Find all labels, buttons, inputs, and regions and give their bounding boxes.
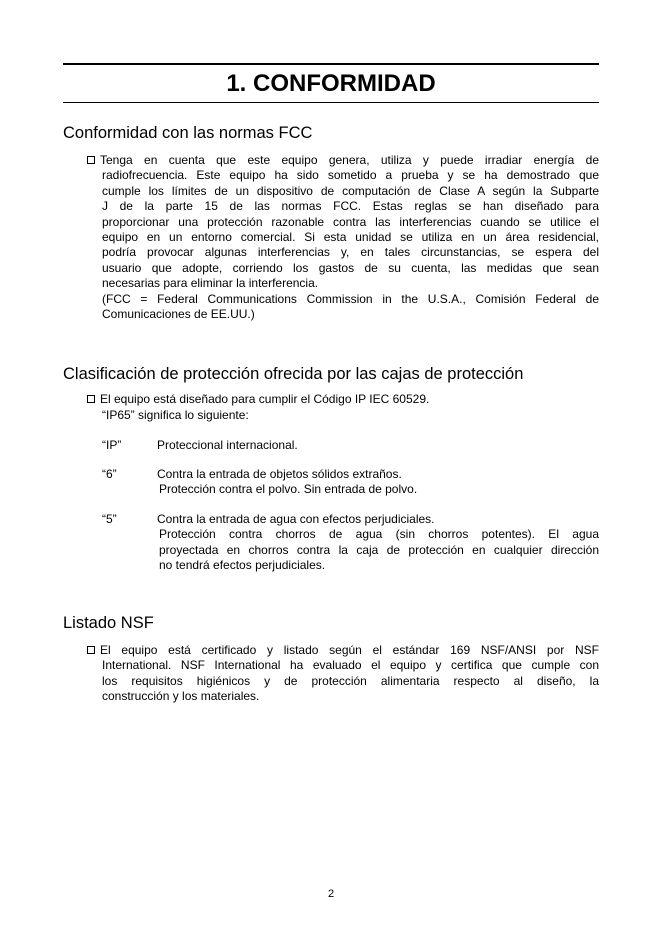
ip-heading: Clasificación de protección ofrecida por las cajas de protección (63, 365, 524, 383)
ip-code-description (157, 512, 599, 574)
nsf-heading: Listado NSF (63, 614, 154, 632)
ip-intro-text: El equipo está diseñado para cumplir el Código IP IEC 60529. (100, 392, 430, 406)
fcc-line: cumple los límites de un dispositivo de computación de Clase A según la Subparte (102, 183, 599, 198)
ip-code-description (157, 467, 599, 498)
document-page (63, 0, 599, 936)
fcc-line: podría provocar algunas interferencias y, en tales circunstancias, se espera del (102, 245, 599, 260)
fcc-paragraph (87, 153, 599, 322)
fcc-line (87, 153, 599, 168)
title-bottom-rule (63, 102, 599, 103)
ip-intro-line (87, 392, 599, 407)
fcc-line: equipo en un entorno comercial. Si esta unidad se utiliza en un área residencial, (102, 230, 599, 245)
ip-code-desc-line: Protección contra chorros de agua (sin chorros potentes). El agua (159, 527, 599, 542)
fcc-line: proporcionar una protección razonable contra las interferencias cuando se utilice el (102, 214, 599, 229)
ip-intro (87, 392, 599, 407)
title-top-rule (63, 63, 599, 65)
fcc-line: usuario que adopte, corriendo los gastos de su cuenta, las medidas que sean (102, 260, 599, 275)
ip-code-desc-line: no tendrá efectos perjudiciales. (159, 558, 326, 573)
nsf-line: los requisitos higiénicos y de protección alimentaria respecto al diseño, la (102, 673, 599, 688)
nsf-line: International. NSF International ha evaluado el equipo y certifica que cumple con (102, 658, 599, 673)
ip-code: “IP” (102, 438, 122, 452)
nsf-line: construcción y los materiales. (102, 689, 260, 704)
checkbox-bullet-icon (87, 395, 95, 403)
fcc-line: necesarias para eliminar la interferencia. (102, 276, 319, 291)
ip-code-desc-line: Contra la entrada de agua con efectos perjudiciales. (157, 512, 435, 526)
ip-code: “5” (102, 512, 117, 526)
ip-code-desc-line: Proteccional internacional. (157, 438, 298, 452)
checkbox-bullet-icon (87, 646, 95, 654)
checkbox-bullet-icon (87, 156, 95, 164)
ip-code-desc-line: Protección contra el polvo. Sin entrada de polvo. (159, 482, 418, 497)
ip-code-description (157, 438, 599, 453)
fcc-line: J de la parte 15 de las normas FCC. Estas reglas se han diseñado para (102, 199, 599, 214)
ip-code: “6” (102, 467, 117, 481)
ip-meaning: “IP65” significa lo siguiente: (102, 408, 249, 422)
chapter-title: 1. CONFORMIDAD (226, 70, 436, 97)
ip-code-desc-line: proyectada en chorros contra la caja de protección en cualquier dirección (159, 542, 599, 557)
nsf-line (87, 643, 599, 658)
fcc-line: (FCC = Federal Communications Commission in the U.S.A., Comisión Federal de (102, 291, 599, 306)
ip-code-desc-line: Contra la entrada de objetos sólidos extraños. (157, 467, 402, 481)
fcc-line: radiofrecuencia. Este equipo ha sido sometido a prueba y se ha demostrado que (102, 168, 599, 183)
nsf-line-text: El equipo está certificado y listado según el estándar 169 NSF/ANSI por NSF (100, 643, 599, 657)
nsf-paragraph (87, 643, 599, 705)
page-number: 2 (327, 888, 335, 900)
fcc-line: Comunicaciones de EE.UU.) (102, 307, 255, 322)
fcc-line-text: Tenga en cuenta que este equipo genera, utiliza y puede irradiar energía de (100, 153, 599, 167)
fcc-heading: Conformidad con las normas FCC (63, 124, 313, 142)
